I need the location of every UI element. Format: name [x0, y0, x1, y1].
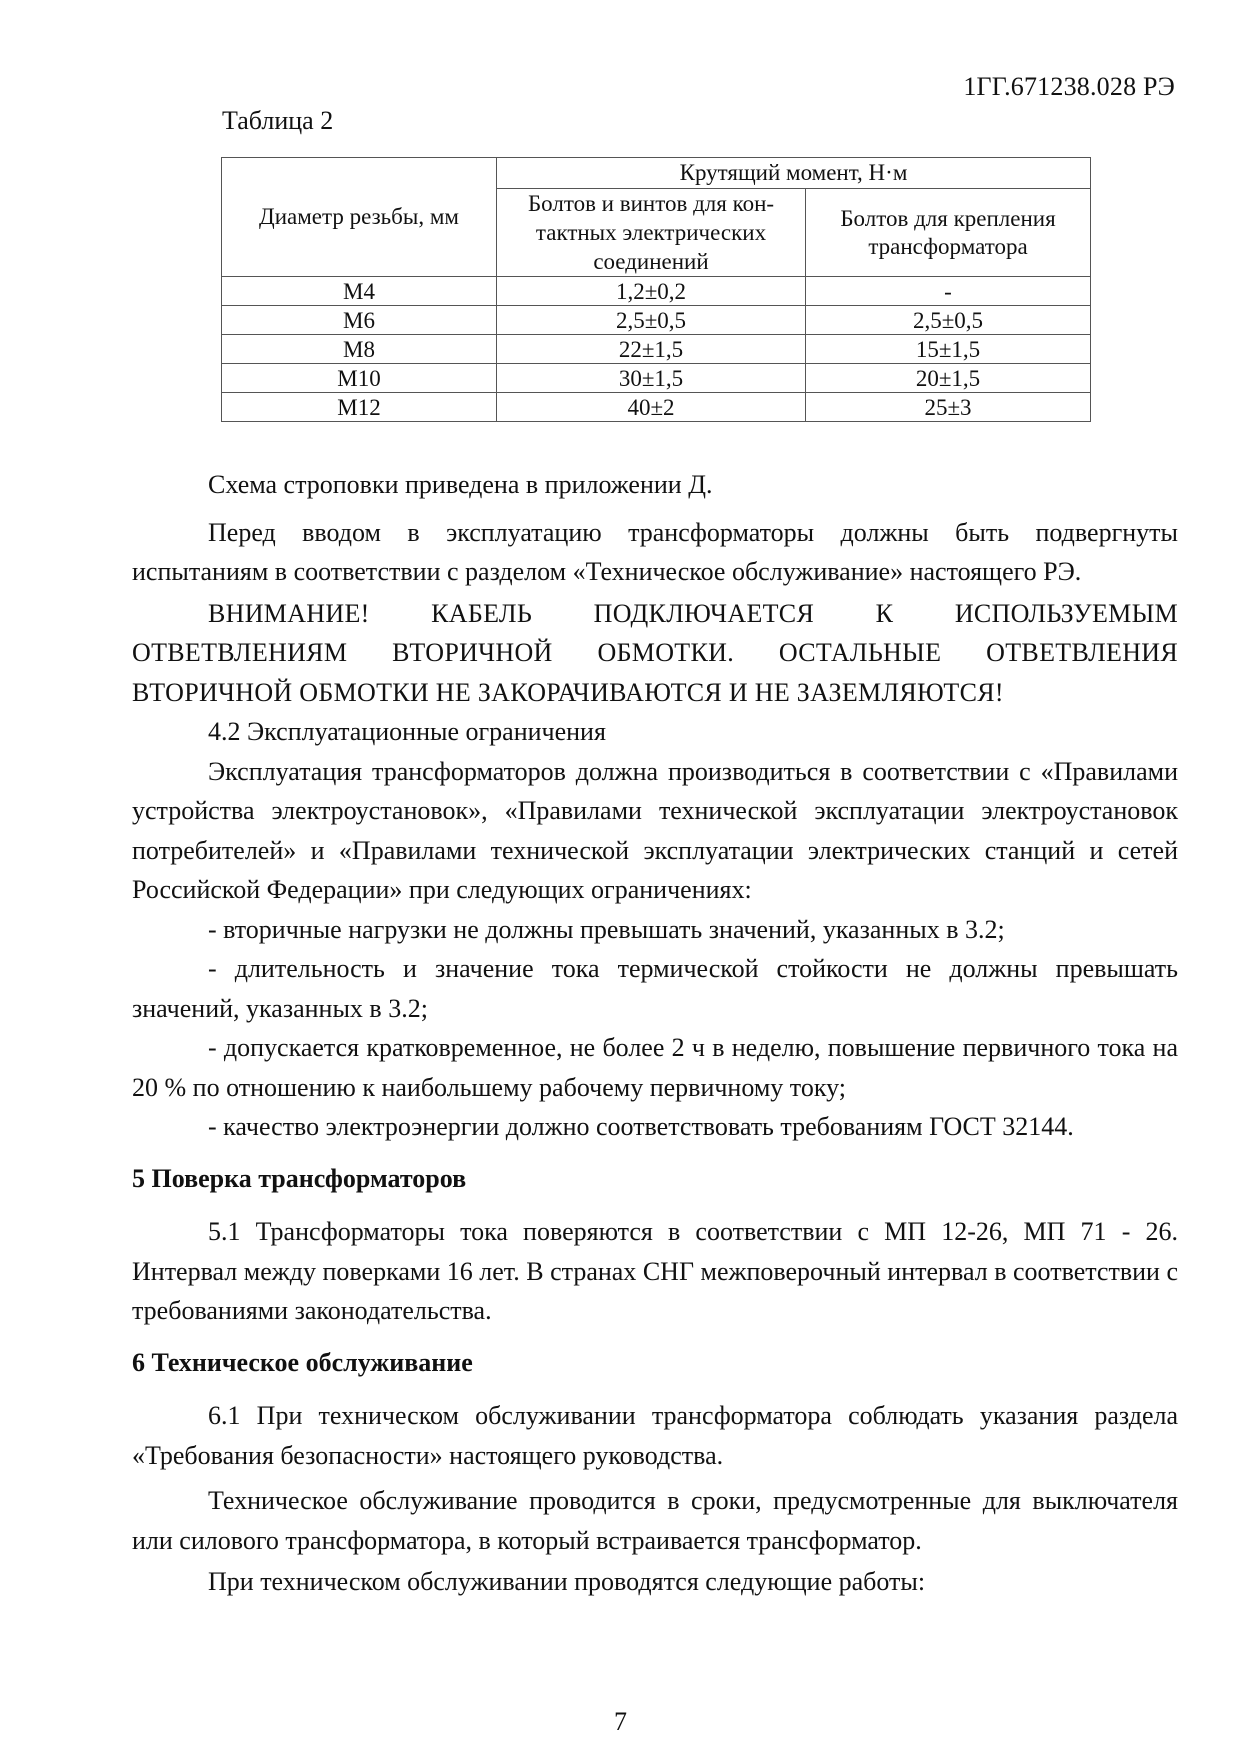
- column-group-header-torque: Крутящий момент, Н·м: [497, 158, 1091, 189]
- limit-item: - допускается кратковременное, не более 2 ч в неделю, повышение первичного тока на 20 % по отношению к наибольшему рабочему первичному току;: [132, 1033, 1178, 1102]
- column-header-contact-bolts: [497, 189, 806, 277]
- table-row: [222, 277, 1091, 306]
- warning-paragraph: ВНИМАНИЕ! КАБЕЛЬ ПОДКЛЮЧАЕТСЯ К ИСПОЛЬЗУЕМЫМ ОТВЕТВЛЕНИЯМ ВТОРИЧНОЙ ОБМОТКИ. ОСТАЛЬНЫЕ ОТВЕТВЛЕНИЯ ВТОРИЧНОЙ ОБМОТКИ НЕ ЗАКОРАЧИВАЮТСЯ И НЕ ЗАЗЕМЛЯЮТСЯ!: [132, 598, 1178, 707]
- document-code: 1ГГ.671238.028 РЭ: [963, 72, 1175, 101]
- table-caption: Таблица 2: [222, 106, 334, 135]
- limit-item: - качество электроэнергии должно соответствовать требованиям ГОСТ 32144.: [208, 1112, 1074, 1141]
- cell-diameter: М8: [222, 335, 497, 364]
- cell-contact-torque: 2,5±0,5: [497, 306, 806, 335]
- table-row: [222, 364, 1091, 393]
- cell-diameter: М12: [222, 393, 497, 422]
- page-number: 7: [614, 1707, 627, 1736]
- table-row: [222, 393, 1091, 422]
- paragraph-maintenance-terms: Техническое обслуживание проводится в сроки, предусмотренные для выключателя или силового трансформатора, в который встраивается трансформатор.: [132, 1486, 1178, 1555]
- column-header-diameter: Диаметр резьбы, мм: [222, 158, 497, 277]
- paragraph-5-1: 5.1 Трансформаторы тока поверяются в соответствии с МП 12-26, МП 71 - 26. Интервал между поверками 16 лет. В странах СНГ межповерочный интервал в соответствии с требованиями законодательства.: [132, 1217, 1178, 1325]
- cell-mount-torque: 15±1,5: [806, 335, 1091, 364]
- table-row: [222, 306, 1091, 335]
- paragraph-works: При техническом обслуживании проводятся следующие работы:: [208, 1567, 926, 1596]
- cell-mount-torque: 25±3: [806, 393, 1091, 422]
- table-header-row: [222, 158, 1091, 189]
- header-line: трансформатора: [868, 233, 1028, 259]
- column-header-mount-bolts: [806, 189, 1091, 277]
- limit-item: - длительность и значение тока термической стойкости не должны превышать значений, указанных в 3.2;: [132, 954, 1178, 1023]
- paragraph-operation: Эксплуатация трансформаторов должна производиться в соответствии с «Правилами устройства электроустановок», «Правилами технической эксплуатации электроустановок потребителей» и «Правилами технической эксплуатации электрических станций и сетей Российской Федерации» при следующих ограничениях:: [132, 756, 1178, 904]
- header-line: Болтов для крепления: [840, 205, 1056, 231]
- cell-contact-torque: 40±2: [497, 393, 806, 422]
- cell-contact-torque: 30±1,5: [497, 364, 806, 393]
- table-row: [222, 335, 1091, 364]
- cell-diameter: М10: [222, 364, 497, 393]
- limit-item: - вторичные нагрузки не должны превышать значений, указанных в 3.2;: [208, 914, 1005, 944]
- section-4-2-title: 4.2 Эксплуатационные ограничения: [208, 717, 606, 746]
- cell-diameter: М4: [222, 277, 497, 306]
- paragraph-slinging: Схема строповки приведена в приложении Д.: [208, 470, 713, 499]
- body-block-1: [132, 465, 1178, 1602]
- section-5-heading: 5 Поверка трансформаторов: [132, 1163, 467, 1193]
- header-line: соединений: [593, 249, 709, 274]
- section-6-heading: 6 Техническое обслуживание: [132, 1347, 473, 1377]
- paragraph-6-1: 6.1 При техническом обслуживании трансформатора соблюдать указания раздела «Требования безопасности» настоящего руководства.: [132, 1401, 1178, 1470]
- cell-mount-torque: 20±1,5: [806, 364, 1091, 393]
- header-line: Болтов и винтов для кон-: [527, 191, 775, 216]
- cell-contact-torque: 1,2±0,2: [497, 277, 806, 306]
- paragraph-before-use: Перед вводом в эксплуатацию трансформаторы должны быть подвергнуты испытаниям в соответствии с разделом «Техническое обслуживание» настоящего РЭ.: [132, 517, 1178, 586]
- torque-table: [221, 157, 1091, 422]
- cell-diameter: М6: [222, 306, 497, 335]
- header-line: тактных электрических: [535, 220, 767, 245]
- cell-mount-torque: -: [806, 277, 1091, 306]
- cell-contact-torque: 22±1,5: [497, 335, 806, 364]
- cell-mount-torque: 2,5±0,5: [806, 306, 1091, 335]
